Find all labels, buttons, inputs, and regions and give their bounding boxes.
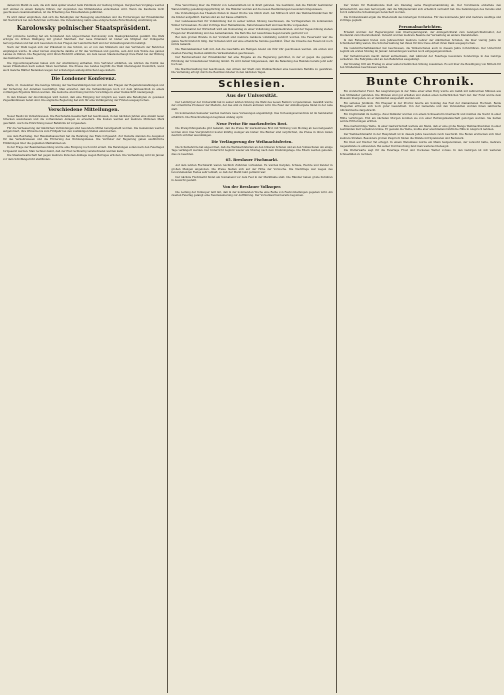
section-heading: Bunte Chronik.	[340, 73, 501, 88]
paragraph: damen im Markt zu sein, die sich dann später wieder beim Publikum zur Geltung bringen. Dergleichen Vorgänge werden dort einmal zu einem Kampfe führen, der zugunsten des Mittelstandes entschieden wird. Wenn die Kaufleute nicht geschlossen zusammenhalten, ist die Erhaltung des Einzelhandels gefährdet.	[3, 4, 165, 15]
headline: 65. Breslauer Fischmarkt.	[225, 158, 279, 163]
paragraph: Ernannt wurden: der Regierungsrat zum Oberregierungsrat, der Amtsgerichtsrat zum Landgerichtsdirektor, der Studienrat zum Oberstudienrat. Versetzt wurden mehrere Beamte der Verwaltung an andere Dienststellen.	[339, 30, 501, 38]
paragraph: Die Oppositionsparteien haben sich der Abstimmung enthalten. Ihre Vertreter erklärten, sie würden die Politik des neuen Präsidenten nach seinen Taten beurteilen. Die Presse des Landes begrüßt die Wahl überwiegend freundlich, wenn auch manche Blätter Bedenken wegen der schwierigen außenpolitischen Lage äußern.	[3, 61, 165, 72]
paragraph: Für die Verbesserung der ländlichen Verbindungen sind besondere Mittel bereitgestellt worden. Die Gemeinden werden aufgefordert, ihre Wünsche bis zum Frühjahr bei den zuständigen Stellen einzureichen.	[3, 126, 165, 134]
paragraph: Ein seltenes Jubiläum. Ein Ehepaar in der Provinz feierte am Sonntag das Fest der diamantenen Hochzeit. Beide Ehegatten erfreuen sich noch guter Gesundheit. Von der Gemeinde und den Verwandten wurden ihnen zahlreiche Glückwünsche dargebracht.	[339, 101, 501, 112]
paragraph: In den Kreisen der Abordnungen wird betont, daß eine Einigung nur möglich sei, wenn alle Beteiligten zu gewissen Zugeständnissen bereit sind. Die englische Regierung hat sich für eine Verlängerung der Fristen ausgesprochen.	[3, 95, 165, 103]
headline: Karolowsky polnischer Staatspräsident.	[16, 24, 151, 32]
headline: Von der Breslauer Volksoper.	[222, 184, 282, 189]
paragraph: Die Wetterwarte sagt für die Feiertage Frost und trockenes Wetter voraus. In den Gebirgen ist mit weiteren Schneefällen zu rechnen.	[339, 149, 501, 156]
paragraph: Aus dem Reichstag. Der Haushaltsausschuß hat die Beratung des Etats fortgesetzt. Zur Debatte standen die Ausgaben für das Verkehrswesen und die Förderung des Wohnungsbaues. Die Vertreter der Regierung gaben ausführliche Erklärungen über die geplanten Maßnahmen ab.	[3, 134, 165, 145]
paragraph: Der Kreistag tritt am Freitag zu einer außerordentlichen Sitzung zusammen. Es soll über die Bewilligung von Mitteln für den Straßenbau beschlossen werden.	[339, 62, 501, 70]
paragraph: Der Landesausschuß für Volksbildung hat in seiner letzten Sitzung beschlossen, die Vortragsreihen im kommenden Winter fortzusetzen. Es sind Vorträge über Heimatkunde, Naturwissenschaft und Geschichte vorgesehen.	[171, 20, 333, 27]
paragraph: Der Nationalrat der Wirtschaft wird am Donnerstag zu einer Vollsitzung zusammentreten. Auf der Tagesordnung stehen Fragen der Preisbildung und des Außenhandels. Die Berichte der Ausschüsse liegen bereits gedruckt vor.	[171, 28, 333, 35]
paragraph: Der Verkehrsverein macht darauf aufmerksam, daß während der Feiertage besondere Sonderzüge in das Gebirge verkehren. Die Fahrpläne sind an den Bahnhöfen ausgehängt.	[339, 54, 501, 62]
headline: Aus der Universität.	[226, 93, 278, 99]
divider	[51, 105, 116, 106]
divider	[51, 74, 116, 75]
headline: Die Londoner Konferenz.	[51, 77, 116, 83]
column-right	[340, 4, 501, 693]
paragraph: Auf dem letzten Fischmarkt waren reichlich Zufuhren vorhanden. Es wurden Karpfen, Schleie, Hechte und Zander in großen Mengen angeboten. Die Preise hielten sich auf der Höhe der Vorwoche. Die Nachfrage war wegen des bevorstehenden Festes sehr lebhaft, so daß der Markt bald geräumt war.	[171, 164, 333, 175]
paragraph: Der polnische Landtag hat am Sonnabend den Abgeordneten Karolowsky zum Staatspräsidenten gewählt. Die Wahl erfolgte im dritten Wahlgang mit großer Mehrheit. Der neue Präsident ist bisher als Mitglied der Volkspartei hervorgetreten und hat sich besonders in den Fragen der Landwirtschaft und der Verwaltungsreform betätigt.	[3, 34, 165, 45]
paragraph: Der Weihnachtsmarkt in der Hauptstadt ist in diesem Jahre besonders reich beschickt. Die Buden erstrecken sich über mehrere Straßen. Besonders großen Zuspruch finden die Stände mit Spielwaren und Backwerk.	[339, 133, 501, 140]
paragraph: Paris, 21. Dezember. Die heutige Sitzung der Sachverständigen hat sich mit den Fragen der Reparationszahlungen und der Sicherung der Anleihen beschäftigt. Man erwartet, daß die Verhandlungen noch vor dem Jahresschluß zu einem vorläufigen Ergebnis führen werden. Die deutsche Abordnung hat ihre Vorschläge in einer Denkschrift niedergelegt.	[3, 84, 165, 95]
paragraph: Die Vorstandswahl ergab die Wiederwahl des bisherigen Vorstandes. Für das kommende Jahr sind mehrere Ausflüge und Vorträge geplant.	[339, 15, 501, 23]
headline: Neue Preise für markenfreies Brot.	[216, 121, 288, 126]
paragraph: Es wird daher empfohlen, daß sich die Beteiligten der Bewegung anschließen und die Forderungen der Einzelhändler mit Nachdruck bei den Behörden vertreten. Die Versammlung nahm eine entsprechende Entschließung einstimmig an.	[3, 15, 165, 23]
paragraph: Neuer Besitz im Verkehrswesen. Die Reichsbahn-Gesellschaft hat beschlossen, in den nächsten Jahren eine Anzahl neuer Strecken auszubauen und die vorhandenen Anlagen zu erweitern. Die Kosten werden auf mehrere Millionen Mark geschätzt. Auch die Einrichtung neuer Bahnhöfe ist vorgesehen.	[3, 114, 165, 126]
paragraph: Ein Unglücksfall im Gebirge. Zwei Skiläufer wurden von einem Schneesturm überrascht und mußten die Nacht in einer Hütte verbringen. Erst am nächsten Morgen konnten sie von einer Rettungsmannschaft geborgen werden. Sie hatten leichte Erfrierungen erlitten.	[339, 113, 501, 124]
columns	[3, 4, 501, 693]
paragraph: Die Handelskammer teilt mit, daß die Geschäfte am Heiligen Abend um fünf Uhr geschlossen werden. Am ersten und zweiten Feiertag bleiben sämtliche Verkaufsstellen geschlossen.	[171, 48, 333, 55]
paragraph: Die Landwirtschaftskammer hat beschlossen, die Winterschulen auch in diesem Jahre fortzuführen. Der Unterricht beginnt am ersten Montag im Januar. Anmeldungen werden noch entgegengenommen.	[339, 46, 501, 54]
paragraph: Bei dem großen Brande in der Vorstadt sind mehrere Gebäude vollständig zerstört worden. Die Feuerwehr war die ganze Nacht hindurch tätig. Der Schaden wird auf eine erhebliche Summe geschätzt. Über die Ursache des Feuers ist noch nichts bekannt.	[171, 36, 333, 47]
paragraph: In der Frage der Beamtenbesoldung wurde eine Einigung noch nicht erzielt. Die Beratungen sollen nach den Feiertagen fortgesetzt werden. Man rechnet damit, daß der Etat rechtzeitig verabschiedet werden kann.	[3, 146, 165, 153]
column-left	[3, 4, 164, 693]
paragraph: Die Stadtverwaltung hat beschlossen, den Armen der Stadt zum Weihnachtsfest eine besondere Beihilfe zu gewähren. Die Verteilung erfolgt durch die Bezirksvorsteher in den nächsten Tagen.	[171, 67, 333, 75]
column-rule	[336, 4, 337, 693]
paragraph: Die Schulbehörde hat angeordnet, daß die Weihnachtsferien an den höheren Schulen und an den Volksschulen um einige Tage verlängert werden. Der Unterricht beginnt wieder am Montag nach dem Dreikönigstage. Die Eltern werden gebeten, dies zu beachten.	[171, 145, 333, 156]
paragraph: Der Verein für Heimatkunde hielt am Dienstag seine Hauptversammlung ab. Der Vorsitzende erstattete den Jahresbericht, aus dem hervorgeht, daß die Mitgliederzahl sich erheblich vermehrt hat. Die Sammlungen des Vereins sind durch zahlreiche Schenkungen bereichert worden.	[339, 4, 501, 15]
column-rule	[167, 4, 168, 693]
paragraph: Im kommenden Semester werden mehrere neue Vorlesungen angekündigt. Das Vorlesungsverzeichnis ist im Sekretariat erhältlich. Die Einschreibungen beginnen Anfang April.	[171, 112, 333, 120]
column-middle	[171, 4, 332, 693]
paragraph: Die Vorstellungen des Theaters finden in dieser Woche wie üblich statt. Am Mittwoch wird das Weihnachtsmärchen für die Kinder aufgeführt. Karten sind an der Kasse erhältlich.	[171, 12, 333, 19]
paragraph: Ein wunderbarer Fund. Bei Ausgrabungen in der Nähe einer alten Burg wurde ein Gefäß mit zahlreichen Münzen aus dem Mittelalter gefunden. Die Münzen sind gut erhalten und stellen einen beträchtlichen Wert dar. Der Fund wurde dem Museum übergeben, wo er demnächst ausgestellt werden soll.	[339, 90, 501, 101]
headline: Die Verlängerung der Weihnachtsferien.	[211, 140, 293, 145]
paragraph: Die Preisprüfungsstelle gibt bekannt, daß die Preise für markenfreies Brot mit Wirkung vom Montag ab neu festgesetzt worden sind. Das Vierpfundbrot kostet künftig weniger als bisher. Die Bäcker sind verpflichtet, die Preise in ihren Läden deutlich sichtbar auszuhängen.	[171, 127, 333, 138]
paragraph: Ein Dieb auf frischer Tat ertappt. In einem Warenhaus wurde ein Mann festgenommen, der versucht hatte, mehrere Gegenstände zu entwenden. Bei seiner Durchsuchung fand man weiteres Diebesgut.	[339, 141, 501, 148]
headline: Personalnachrichten.	[398, 24, 442, 29]
paragraph: Der Lehrkörper der Universität hat in seiner letzten Sitzung die Wahl des neuen Rektors vorgenommen. Gewählt wurde der ordentliche Professor der Medizin, der das Amt zu Ostern antreten wird. Die Feier der Amtsübergabe findet in der Aula statt.	[171, 100, 333, 111]
paragraph: Eine merkwürdige Wette. In einer Gastwirtschaft wettete ein Mann, daß er eine große Menge Weihnachtsstollen in einer bestimmten Zeit verzehren könne. Er gewann die Wette, mußte aber anschließend ärztliche Hilfe in Anspruch nehmen.	[339, 124, 501, 132]
paragraph: Eine Verordnung über die Einfuhr von Lebensmitteln ist in Kraft getreten. Sie bestimmt, daß die Einfuhr bestimmter Waren künftig genehmigungspflichtig ist. Die Händler werden auf die neuen Bestimmungen besonders hingewiesen.	[171, 4, 333, 11]
paragraph: Die Leitung der Volksoper teilt mit, daß in der kommenden Woche eine Reihe von Festvorstellungen gegeben wird. Am zweiten Feiertag gelangt eine Neuinszenierung zur Aufführung. Der Vorverkauf hat bereits begonnen.	[171, 190, 333, 198]
paragraph: Nach der Wahl begab sich der Präsident in das Schloß, wo er von den Ministern und den Vertretern der Behörden empfangen wurde. In einer kurzen Ansprache dankte er für das Vertrauen und gelobte, sein Amt zum Wohle des ganzen Landes zu führen. Die Regierung wird ihren Rücktritt erklären, um dem neuen Staatsoberhaupt freie Hand bei der Bildung des Kabinetts zu lassen.	[3, 46, 165, 61]
paragraph: Der nächste Fischmarkt findet am Sonnabend vor dem Fest in der Markthalle statt. Die Händler haben große Zufuhren in Aussicht gestellt.	[171, 175, 333, 183]
paragraph: Der Reichsverband der Einzelhändler hat eine Eingabe an die Regierung gerichtet, in der er gegen die geplante Erhöhung der Umsatzsteuer Stellung nimmt. Es wird darauf hingewiesen, daß die Belastung des Handels bereits jetzt sehr hoch sei.	[171, 56, 333, 67]
paragraph: In den Ruhestand treten zum Jahresschluß mehrere Lehrer der städtischen Schulen, die über vierzig Jahre im Schuldienst tätig waren. Die Schulverwaltung hat ihnen für ihre treue Arbeit ihren Dank ausgesprochen.	[339, 38, 501, 46]
paragraph: Die Staatsanwaltschaft hat gegen mehrere Personen Anklage wegen Betruges erhoben. Die Verhandlung wird im Januar vor dem Schöffengericht stattfinden.	[3, 154, 165, 161]
section-heading: Schlesien.	[171, 78, 332, 92]
headline: Verschiedene Mitteilungen.	[48, 107, 120, 113]
